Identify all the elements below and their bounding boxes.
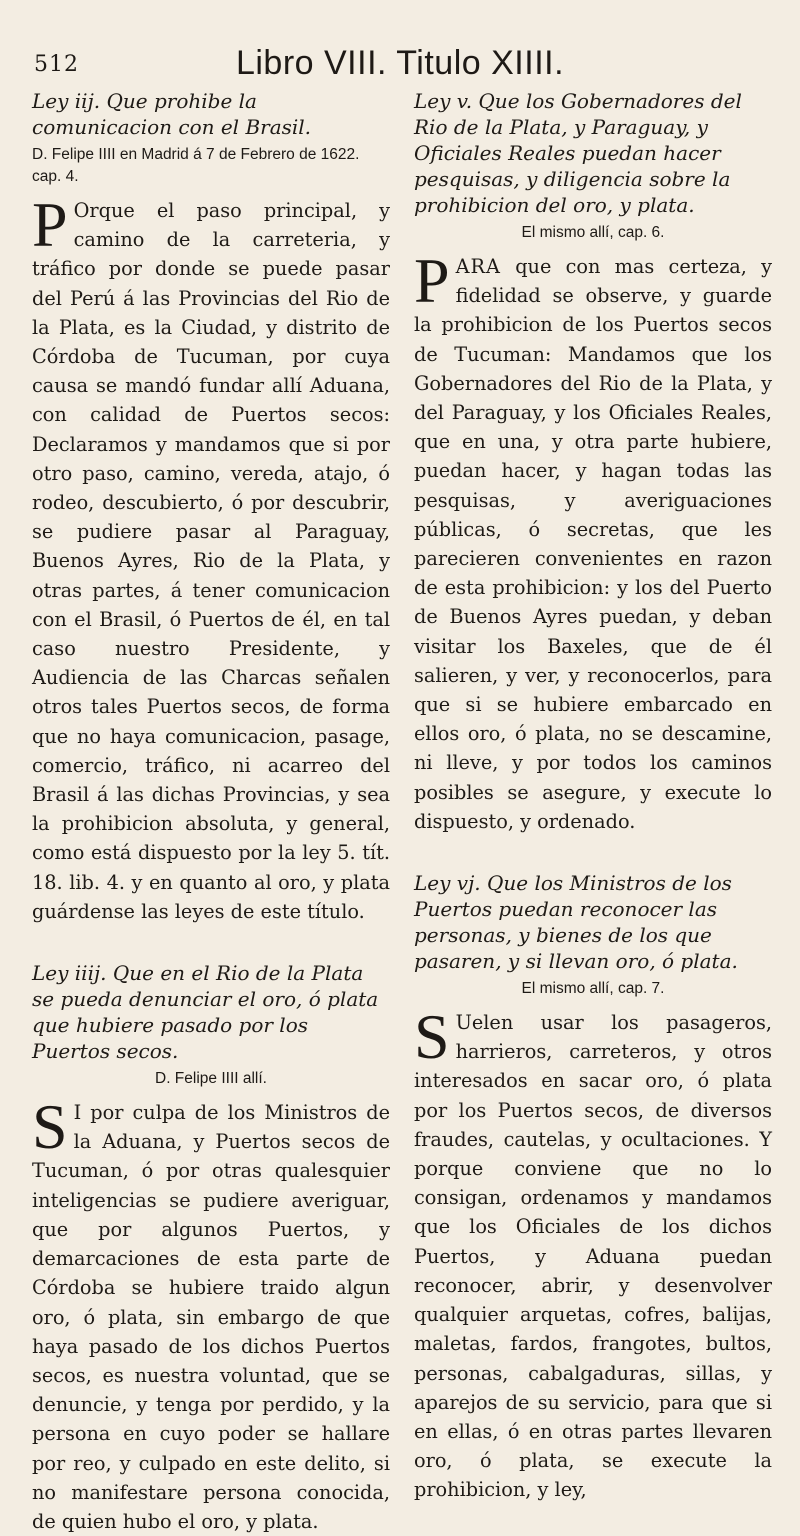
- law-vj: [414, 870, 772, 1504]
- law-source: El mismo allí, cap. 7.: [521, 980, 665, 998]
- law-title: Ley iij. Que prohibe la comunicacion con el Brasil.: [32, 89, 312, 139]
- law-v: [414, 88, 772, 836]
- running-title: Libro VIII. Titulo XIIII.: [235, 44, 565, 82]
- law-title: Ley iiij. Que en el Rio de la Plata se pueda denunciar el oro, ó plata que hubiere pasado por los Puertos secos.: [32, 961, 379, 1064]
- drop-cap: S: [32, 1091, 68, 1163]
- law-source: El mismo allí, cap. 6.: [521, 224, 665, 241]
- law-title: Ley v. Que los Gobernadores del Rio de la Plata, y Paraguay, y Oficiales Reales puedan hacer pesquisas, y diligencia sobre la prohibicion del oro, y plata.: [414, 89, 742, 217]
- law-iij: [32, 88, 390, 926]
- law-text: [32, 1091, 390, 1536]
- right-column: [414, 88, 772, 1502]
- law-body: que con mas certeza, y fidelidad se observe, y guarde la prohibicion de los Puertos secos de Tucuman: Mandamos que los Gobernadores del Rio de la Plata, y del Paraguay, y los Oficiales Reales, que en una, y otra parte hubiere, puedan hacer, y hagan todas las pesquisas, y averiguaciones públicas, ó secretas, que les parecieren convenientes en razon de esta prohibicion: y los del Puerto de Buenos Ayres puedan, y deban visitar los Baxeles, que de él salieren, y ver, y reconocerlos, para que si se hubiere embarcado en ellos oro, ó plata, no se descamine, ni lleve, y por todos los caminos posibles se asegure, y execute lo dispuesto, y ordenado.: [414, 255, 772, 833]
- law-source: D. Felipe IIII allí.: [155, 1070, 267, 1088]
- law-body: Orque el paso principal, y camino de la carreteria, y tráfico por donde se puede pasar del Perú á las Provincias del Rio de la Plata, es la Ciudad, y distrito de Córdoba de Tucuman, por cuya causa se mandó fundar allí Aduana, con calidad de Puertos secos: Declaramos y mandamos que si por otro paso, camino, vereda, atajo, ó rodeo, descubierto, ó por descubrir, se pudiere pasar al Paraguay, Buenos Ayres, Rio de la Plata, y otras partes, á tener comunicacion con el Brasil, ó Puertos de él, en tal caso nuestro Presidente, y Audiencia de las Charcas señalen otros tales Puertos secos, de forma que no haya comunicacion, pasage, comercio, tráfico, ni acarreo del Brasil á las dichas Provincias, y sea la prohibicion absoluta, y general, como está dispuesto por la ley 5. tít. 18. lib. 4. y en quanto al oro, y plata guárdense las leyes de este título.: [32, 199, 390, 923]
- drop-cap: P: [32, 189, 68, 260]
- drop-cap: S: [414, 1001, 450, 1073]
- law-text: [414, 1001, 772, 1504]
- law-body: Uelen usar los pasageros, harrieros, carreteros, y otros interesados en sacar oro, ó plata por los Puertos secos, de diversos fraudes, cautelas, y ocultaciones. Y porque conviene que no lo consigan, ordenamos y mandamos que los Oficiales de los dichos Puertos, y Aduana puedan reconocer, abrir, y desenvolver qualquier arquetas, cofres, balijas, maletas, fardos, frangotes, bultos, personas, cabalgaduras, sillas, y aparejos de su servicio, para que si en ellas, ó en otras partes llevaren oro, ó plata, se execute la prohibicion, y ley,: [414, 1011, 772, 1502]
- page-number: 512: [34, 52, 79, 77]
- law-text: [414, 245, 772, 836]
- law-text: [32, 189, 390, 926]
- law-iiij: [32, 960, 390, 1536]
- law-title: Ley vj. Que los Ministros de los Puertos puedan reconocer las personas, y bienes de los que pasaren, y si llevan oro, ó plata.: [414, 871, 738, 974]
- drop-cap: P: [414, 245, 450, 316]
- running-head: [32, 44, 768, 84]
- left-column: [32, 88, 390, 1533]
- law-source: D. Felipe IIII en Madrid á 7 de Febrero de 1622. cap. 4.: [32, 146, 360, 185]
- law-body: I por culpa de los Ministros de la Aduana, y Puertos secos de Tucuman, ó por otras qualesquier inteligencias se pudiere averiguar, que por algunos Puertos, y demarcaciones de esta parte de Córdoba se hubiere traido algun oro, ó plata, sin embargo de que haya pasado de los dichos Puertos secos, es nuestra voluntad, que se denuncie, y tenga por perdido, y la persona en cuyo poder se hallare por reo, y culpado en este delito, si no manifestare persona conocida, de quien hubo el oro, y plata.: [32, 1101, 390, 1533]
- text-columns: [32, 88, 772, 1533]
- caps-lead: ARA: [455, 255, 501, 278]
